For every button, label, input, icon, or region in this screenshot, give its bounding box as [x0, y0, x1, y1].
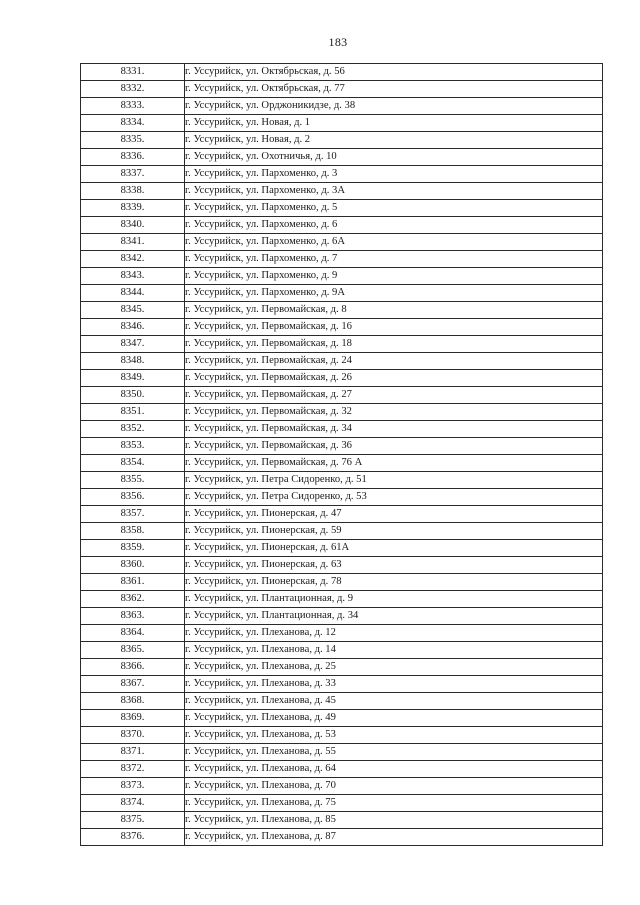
table-row	[81, 353, 603, 370]
row-number: 8351.	[81, 404, 185, 421]
row-address: г. Уссурийск, ул. Пархоменко, д. 3А	[185, 183, 603, 200]
table-row	[81, 489, 603, 506]
row-number: 8347.	[81, 336, 185, 353]
table-row	[81, 608, 603, 625]
table-row	[81, 761, 603, 778]
row-address: г. Уссурийск, ул. Петра Сидоренко, д. 53	[185, 489, 603, 506]
row-address: г. Уссурийск, ул. Первомайская, д. 24	[185, 353, 603, 370]
row-address: г. Уссурийск, ул. Октябрьская, д. 56	[185, 64, 603, 81]
row-number: 8376.	[81, 829, 185, 846]
row-address: г. Уссурийск, ул. Пионерская, д. 59	[185, 523, 603, 540]
row-address: г. Уссурийск, ул. Плеханова, д. 49	[185, 710, 603, 727]
row-number: 8358.	[81, 523, 185, 540]
row-address: г. Уссурийск, ул. Плеханова, д. 45	[185, 693, 603, 710]
row-number: 8344.	[81, 285, 185, 302]
table-row	[81, 81, 603, 98]
row-address: г. Уссурийск, ул. Плеханова, д. 75	[185, 795, 603, 812]
row-number: 8337.	[81, 166, 185, 183]
row-address: г. Уссурийск, ул. Первомайская, д. 34	[185, 421, 603, 438]
table-row	[81, 727, 603, 744]
row-number: 8343.	[81, 268, 185, 285]
address-table-body	[81, 64, 603, 846]
row-address: г. Уссурийск, ул. Пионерская, д. 61А	[185, 540, 603, 557]
address-table	[80, 63, 603, 846]
row-number: 8335.	[81, 132, 185, 149]
row-number: 8332.	[81, 81, 185, 98]
row-address: г. Уссурийск, ул. Первомайская, д. 8	[185, 302, 603, 319]
table-row	[81, 268, 603, 285]
table-row	[81, 540, 603, 557]
row-number: 8375.	[81, 812, 185, 829]
table-row	[81, 115, 603, 132]
row-number: 8336.	[81, 149, 185, 166]
row-address: г. Уссурийск, ул. Пархоменко, д. 3	[185, 166, 603, 183]
row-address: г. Уссурийск, ул. Плеханова, д. 64	[185, 761, 603, 778]
row-number: 8364.	[81, 625, 185, 642]
row-number: 8348.	[81, 353, 185, 370]
table-row	[81, 64, 603, 81]
table-row	[81, 319, 603, 336]
row-address: г. Уссурийск, ул. Октябрьская, д. 77	[185, 81, 603, 98]
row-number: 8340.	[81, 217, 185, 234]
row-number: 8370.	[81, 727, 185, 744]
table-row	[81, 795, 603, 812]
row-number: 8349.	[81, 370, 185, 387]
row-address: г. Уссурийск, ул. Пархоменко, д. 9	[185, 268, 603, 285]
row-address: г. Уссурийск, ул. Охотничья, д. 10	[185, 149, 603, 166]
row-address: г. Уссурийск, ул. Плеханова, д. 70	[185, 778, 603, 795]
table-row	[81, 744, 603, 761]
table-row	[81, 710, 603, 727]
table-row	[81, 302, 603, 319]
row-number: 8341.	[81, 234, 185, 251]
row-address: г. Уссурийск, ул. Плеханова, д. 12	[185, 625, 603, 642]
row-number: 8346.	[81, 319, 185, 336]
table-row	[81, 183, 603, 200]
table-row	[81, 778, 603, 795]
row-number: 8331.	[81, 64, 185, 81]
row-number: 8367.	[81, 676, 185, 693]
table-row	[81, 234, 603, 251]
row-number: 8360.	[81, 557, 185, 574]
row-number: 8362.	[81, 591, 185, 608]
row-number: 8359.	[81, 540, 185, 557]
row-address: г. Уссурийск, ул. Плантационная, д. 9	[185, 591, 603, 608]
table-row	[81, 557, 603, 574]
table-row	[81, 455, 603, 472]
row-number: 8369.	[81, 710, 185, 727]
row-address: г. Уссурийск, ул. Пионерская, д. 63	[185, 557, 603, 574]
table-row	[81, 659, 603, 676]
table-row	[81, 336, 603, 353]
row-address: г. Уссурийск, ул. Пархоменко, д. 7	[185, 251, 603, 268]
table-row	[81, 251, 603, 268]
row-address: г. Уссурийск, ул. Новая, д. 2	[185, 132, 603, 149]
row-number: 8333.	[81, 98, 185, 115]
row-number: 8361.	[81, 574, 185, 591]
row-address: г. Уссурийск, ул. Первомайская, д. 32	[185, 404, 603, 421]
row-address: г. Уссурийск, ул. Первомайская, д. 27	[185, 387, 603, 404]
table-row	[81, 676, 603, 693]
table-row	[81, 200, 603, 217]
row-number: 8363.	[81, 608, 185, 625]
row-address: г. Уссурийск, ул. Плеханова, д. 85	[185, 812, 603, 829]
row-number: 8372.	[81, 761, 185, 778]
table-row	[81, 812, 603, 829]
row-address: г. Уссурийск, ул. Плеханова, д. 53	[185, 727, 603, 744]
table-row	[81, 132, 603, 149]
row-number: 8354.	[81, 455, 185, 472]
row-address: г. Уссурийск, ул. Первомайская, д. 18	[185, 336, 603, 353]
table-row	[81, 438, 603, 455]
table-row	[81, 693, 603, 710]
row-number: 8357.	[81, 506, 185, 523]
row-number: 8339.	[81, 200, 185, 217]
row-number: 8366.	[81, 659, 185, 676]
row-address: г. Уссурийск, ул. Пархоменко, д. 9А	[185, 285, 603, 302]
row-number: 8342.	[81, 251, 185, 268]
row-address: г. Уссурийск, ул. Плеханова, д. 14	[185, 642, 603, 659]
table-row	[81, 574, 603, 591]
row-number: 8350.	[81, 387, 185, 404]
table-row	[81, 421, 603, 438]
row-address: г. Уссурийск, ул. Орджоникидзе, д. 38	[185, 98, 603, 115]
row-address: г. Уссурийск, ул. Пархоменко, д. 6А	[185, 234, 603, 251]
table-row	[81, 523, 603, 540]
row-address: г. Уссурийск, ул. Плеханова, д. 33	[185, 676, 603, 693]
table-row	[81, 404, 603, 421]
row-number: 8345.	[81, 302, 185, 319]
row-address: г. Уссурийск, ул. Плеханова, д. 25	[185, 659, 603, 676]
row-address: г. Уссурийск, ул. Новая, д. 1	[185, 115, 603, 132]
table-row	[81, 591, 603, 608]
row-number: 8352.	[81, 421, 185, 438]
table-row	[81, 506, 603, 523]
row-address: г. Уссурийск, ул. Первомайская, д. 36	[185, 438, 603, 455]
row-address: г. Уссурийск, ул. Пионерская, д. 78	[185, 574, 603, 591]
row-address: г. Уссурийск, ул. Первомайская, д. 26	[185, 370, 603, 387]
table-row	[81, 285, 603, 302]
row-address: г. Уссурийск, ул. Первомайская, д. 16	[185, 319, 603, 336]
row-number: 8368.	[81, 693, 185, 710]
row-number: 8355.	[81, 472, 185, 489]
row-number: 8371.	[81, 744, 185, 761]
row-address: г. Уссурийск, ул. Пионерская, д. 47	[185, 506, 603, 523]
table-row	[81, 149, 603, 166]
row-number: 8373.	[81, 778, 185, 795]
row-number: 8338.	[81, 183, 185, 200]
row-address: г. Уссурийск, ул. Плеханова, д. 55	[185, 744, 603, 761]
table-row	[81, 625, 603, 642]
row-address: г. Уссурийск, ул. Пархоменко, д. 5	[185, 200, 603, 217]
row-address: г. Уссурийск, ул. Пархоменко, д. 6	[185, 217, 603, 234]
row-number: 8374.	[81, 795, 185, 812]
table-row	[81, 98, 603, 115]
row-address: г. Уссурийск, ул. Плеханова, д. 87	[185, 829, 603, 846]
row-address: г. Уссурийск, ул. Петра Сидоренко, д. 51	[185, 472, 603, 489]
table-row	[81, 387, 603, 404]
row-address: г. Уссурийск, ул. Первомайская, д. 76 А	[185, 455, 603, 472]
table-row	[81, 370, 603, 387]
row-number: 8365.	[81, 642, 185, 659]
table-row	[81, 472, 603, 489]
row-number: 8334.	[81, 115, 185, 132]
row-address: г. Уссурийск, ул. Плантационная, д. 34	[185, 608, 603, 625]
page-number: 183	[328, 35, 348, 49]
row-number: 8353.	[81, 438, 185, 455]
table-row	[81, 217, 603, 234]
table-row	[81, 642, 603, 659]
table-row	[81, 166, 603, 183]
row-number: 8356.	[81, 489, 185, 506]
table-row	[81, 829, 603, 846]
